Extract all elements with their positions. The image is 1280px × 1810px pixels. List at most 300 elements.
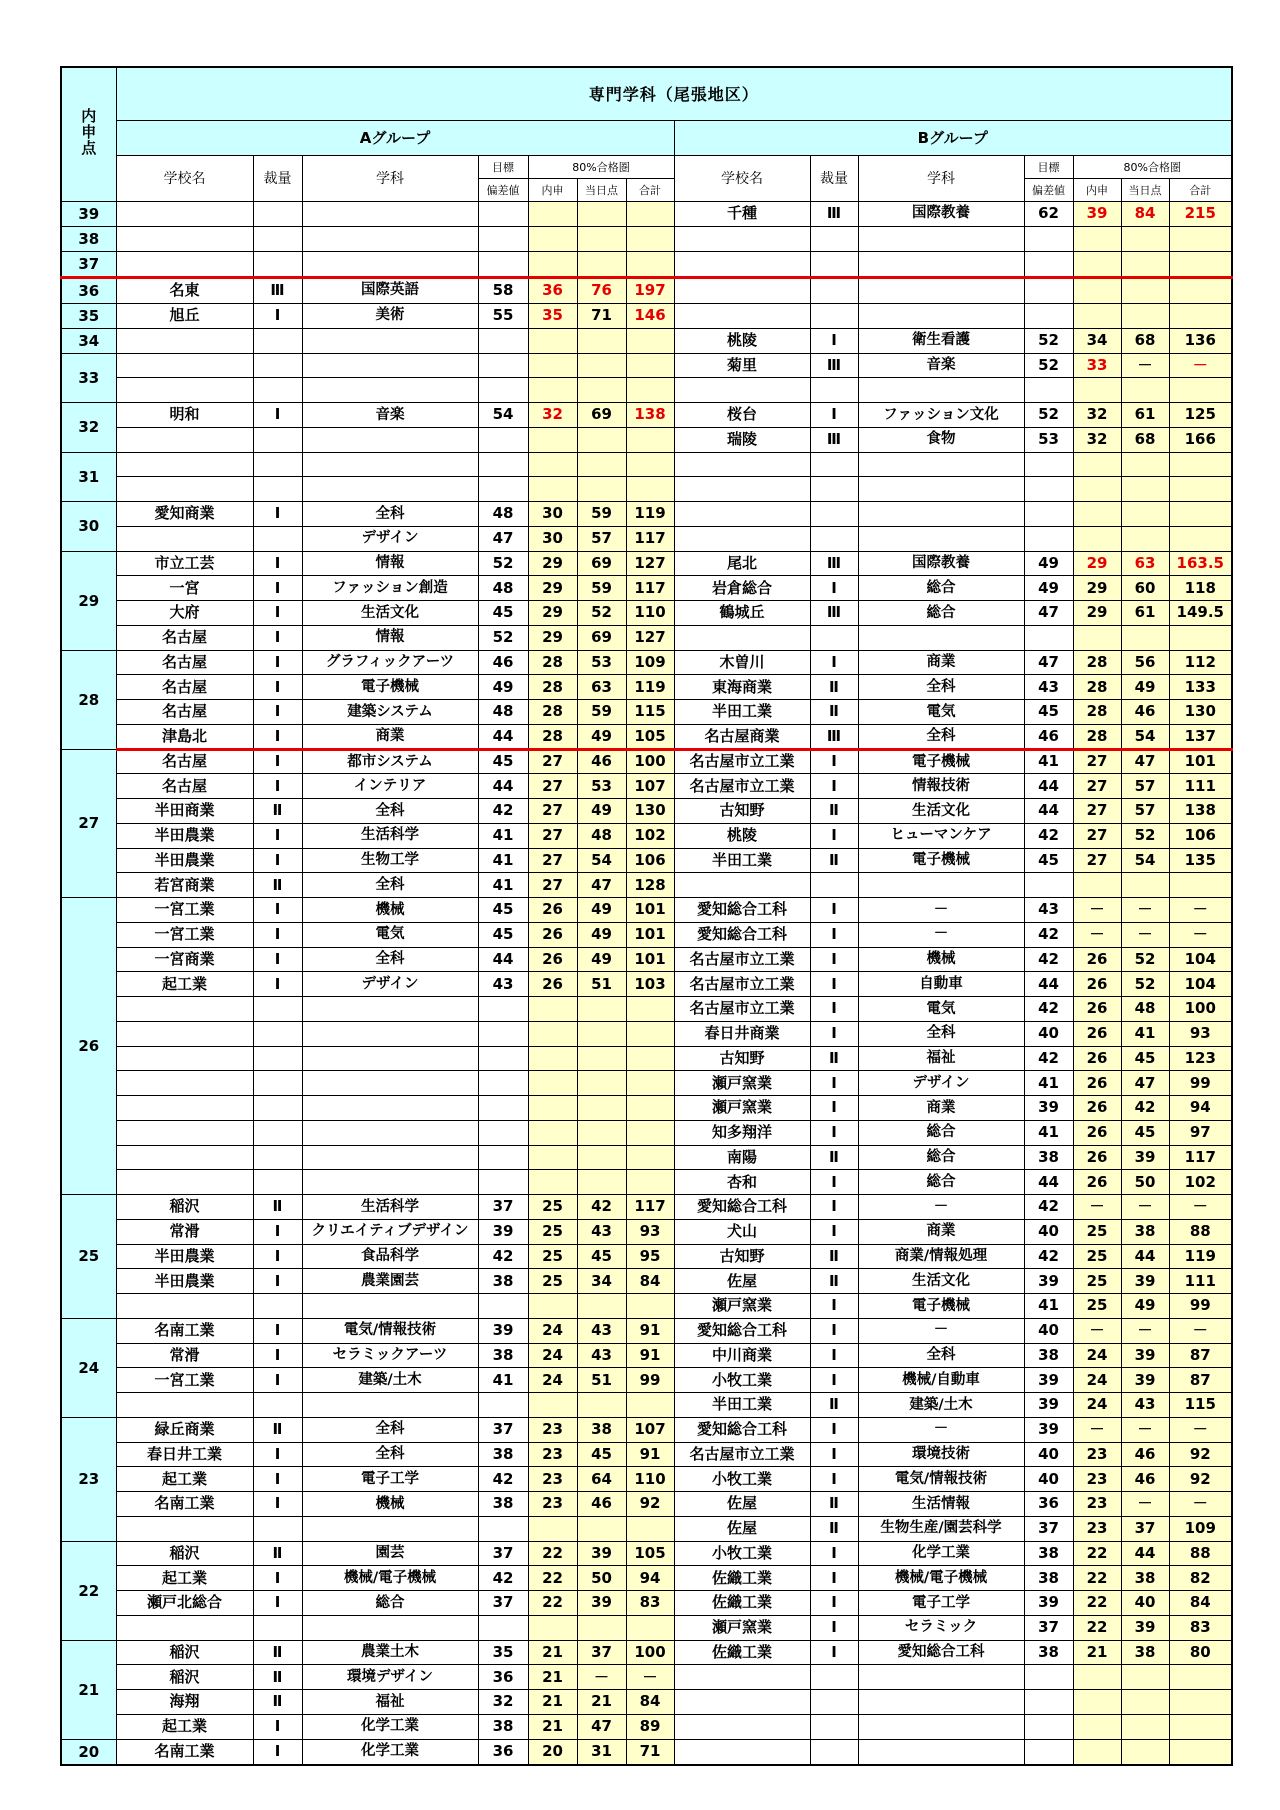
group-b-pass-total: 100 [1169, 997, 1232, 1022]
group-a-pass-test-score: 52 [577, 601, 626, 626]
group-b-pass-total: 104 [1169, 947, 1232, 972]
group-b-discretion: Ⅰ [810, 1368, 858, 1393]
group-b-pass-total: 94 [1169, 1096, 1232, 1121]
group-b-pass-test-score [1121, 1714, 1169, 1739]
group-a-discretion [253, 1021, 302, 1046]
group-b-header: Bグループ [674, 120, 1232, 155]
group-a-pass-test-score: 46 [577, 1492, 626, 1517]
group-b-pass-total: 102 [1169, 1170, 1232, 1195]
group-a-school-name [116, 201, 253, 226]
group-b-pass-total: 118 [1169, 576, 1232, 601]
group-a-pass-test-score [577, 1516, 626, 1541]
group-a-target-deviation: 48 [478, 502, 528, 527]
group-b-discretion: Ⅰ [810, 1417, 858, 1442]
group-b-discretion: Ⅰ [810, 1467, 858, 1492]
group-b-pass-naishin [1073, 502, 1121, 527]
group-a-pass-test-score [577, 201, 626, 226]
group-a-school-name: 稲沢 [116, 1195, 253, 1220]
group-a-course: 農業園芸 [302, 1269, 478, 1294]
group-b-target-deviation: 42 [1024, 922, 1073, 947]
group-b-course-header: 学科 [858, 155, 1024, 201]
group-a-pass-total: 117 [626, 526, 674, 551]
group-a-pass-test-score: 37 [577, 1640, 626, 1665]
group-b-target-deviation [1024, 526, 1073, 551]
group-b-pass-naishin: 26 [1073, 1096, 1121, 1121]
group-b-target-deviation: 38 [1024, 1566, 1073, 1591]
group-a-pass-total: 110 [626, 1467, 674, 1492]
group-b-pass-naishin: 21 [1073, 1640, 1121, 1665]
group-b-discretion: Ⅲ [810, 201, 858, 226]
group-b-pass-naishin: 23 [1073, 1516, 1121, 1541]
group-a-target-header: 目標 [478, 155, 528, 178]
group-b-school-name: 小牧工業 [674, 1467, 810, 1492]
group-b-course: 自動車 [858, 972, 1024, 997]
group-b-course [858, 1714, 1024, 1739]
group-b-school-name: 古知野 [674, 799, 810, 824]
group-a-school-name: 津島北 [116, 724, 253, 749]
group-a-discretion: Ⅰ [253, 1219, 302, 1244]
table-row [61, 1393, 1232, 1418]
group-b-school-name: 愛知総合工科 [674, 1318, 810, 1343]
group-b-school-name: 愛知総合工科 [674, 898, 810, 923]
group-a-course: 総合 [302, 1591, 478, 1616]
group-b-pass-total: 137 [1169, 724, 1232, 749]
group-a-school-name: 瀬戸北総合 [116, 1591, 253, 1616]
group-b-discretion: Ⅲ [810, 724, 858, 749]
group-b-course: セラミック [858, 1615, 1024, 1640]
group-b-pass-test-score: 46 [1121, 1467, 1169, 1492]
group-b-pass-test-score: 45 [1121, 1046, 1169, 1071]
group-b-school-name: 瀬戸窯業 [674, 1294, 810, 1319]
group-b-pass-test-score: 42 [1121, 1096, 1169, 1121]
group-a-pass-total: 146 [626, 303, 674, 328]
group-a-pass-total: 101 [626, 947, 674, 972]
group-b-discretion: Ⅱ [810, 1516, 858, 1541]
group-a-school-name: 一宮工業 [116, 1368, 253, 1393]
group-b-school-name: 木曽川 [674, 650, 810, 675]
group-b-target-deviation: 44 [1024, 1170, 1073, 1195]
group-b-pass-total: － [1169, 1492, 1232, 1517]
naishin-band-label: 34 [61, 328, 116, 353]
group-a-discretion [253, 1120, 302, 1145]
group-a-course [302, 1170, 478, 1195]
group-b-pass-test-score [1121, 1690, 1169, 1715]
group-a-pass-total: 84 [626, 1269, 674, 1294]
group-a-pass-test-score [577, 1145, 626, 1170]
group-b-target-deviation [1024, 226, 1073, 251]
sheet-title: 専門学科（尾張地区） [116, 67, 1232, 120]
group-a-pass-test-score: 49 [577, 922, 626, 947]
group-a-pass-naishin: 26 [528, 972, 577, 997]
group-b-school-header: 学校名 [674, 155, 810, 201]
group-a-school-name [116, 1145, 253, 1170]
group-b-pass-test-score [1121, 502, 1169, 527]
group-a-pass-total: 101 [626, 898, 674, 923]
group-a-target-deviation: 52 [478, 625, 528, 650]
group-a-school-name [116, 997, 253, 1022]
group-a-pass-test-score [577, 1170, 626, 1195]
group-a-school-name: 春日井工業 [116, 1442, 253, 1467]
group-b-pass-total [1169, 1665, 1232, 1690]
group-b-pass-naishin [1073, 452, 1121, 477]
group-a-pass-test-score [577, 1096, 626, 1121]
group-a-target-deviation: 39 [478, 1219, 528, 1244]
group-b-school-name: 南陽 [674, 1145, 810, 1170]
group-a-pass-test-score [577, 1294, 626, 1319]
group-a-pass-total: 99 [626, 1368, 674, 1393]
group-a-pass-naishin [528, 353, 577, 378]
group-b-pass-test-score: － [1121, 1492, 1169, 1517]
group-b-course [858, 251, 1024, 277]
group-a-pass-test-score: 42 [577, 1195, 626, 1220]
group-a-target-deviation: 49 [478, 675, 528, 700]
group-a-course: 環境デザイン [302, 1665, 478, 1690]
group-a-pass-total: 128 [626, 873, 674, 898]
group-a-course: 生物工学 [302, 848, 478, 873]
group-a-school-name: 名古屋 [116, 675, 253, 700]
group-b-school-name: 佐屋 [674, 1269, 810, 1294]
group-a-pass-total: 110 [626, 601, 674, 626]
group-a-discretion: Ⅱ [253, 1195, 302, 1220]
group-a-target-deviation [478, 1021, 528, 1046]
group-b-pass-test-score: 54 [1121, 724, 1169, 749]
naishin-band-label: 27 [61, 749, 116, 898]
group-a-pass-naishin [528, 1096, 577, 1121]
naishin-band-label: 30 [61, 502, 116, 552]
table-row [61, 972, 1232, 997]
group-a-pass-test-score [577, 1021, 626, 1046]
table-row [61, 1492, 1232, 1517]
table-row [61, 724, 1232, 749]
group-b-pass-naishin: 26 [1073, 997, 1121, 1022]
group-b-pass-test-score: 52 [1121, 972, 1169, 997]
group-b-school-name [674, 226, 810, 251]
group-a-pass-total: 83 [626, 1591, 674, 1616]
group-a-pass-naishin: 24 [528, 1343, 577, 1368]
group-a-target-deviation: 52 [478, 551, 528, 576]
group-a-course: 食品科学 [302, 1244, 478, 1269]
naishin-band-label: 22 [61, 1541, 116, 1640]
group-b-pass-naishin: 28 [1073, 650, 1121, 675]
group-a-course: 化学工業 [302, 1739, 478, 1765]
group-a-course [302, 353, 478, 378]
group-b-target-deviation: 44 [1024, 799, 1073, 824]
group-b-discretion [810, 452, 858, 477]
group-b-target-deviation: 41 [1024, 1071, 1073, 1096]
group-b-pass-total: 87 [1169, 1368, 1232, 1393]
group-b-school-name: 名古屋市立工業 [674, 947, 810, 972]
group-a-pass-naishin: 24 [528, 1368, 577, 1393]
group-a-discretion: Ⅰ [253, 1442, 302, 1467]
group-a-pass-test-score [577, 452, 626, 477]
group-a-course [302, 1145, 478, 1170]
group-b-discretion [810, 502, 858, 527]
group-a-pass-test-score [577, 328, 626, 353]
group-a-school-name [116, 1021, 253, 1046]
group-b-target-deviation: 38 [1024, 1145, 1073, 1170]
group-a-discretion: Ⅰ [253, 922, 302, 947]
group-a-discretion: Ⅰ [253, 947, 302, 972]
group-b-target-deviation: 45 [1024, 700, 1073, 725]
group-a-discretion [253, 1071, 302, 1096]
group-b-pass-naishin: 34 [1073, 328, 1121, 353]
group-b-pass-test-score [1121, 378, 1169, 403]
group-b-target-deviation: 39 [1024, 1591, 1073, 1616]
group-b-school-name: 犬山 [674, 1219, 810, 1244]
group-b-discretion: Ⅱ [810, 848, 858, 873]
group-b-discretion: Ⅲ [810, 601, 858, 626]
table-row [61, 1318, 1232, 1343]
table-row [61, 526, 1232, 551]
group-a-target-deviation: 46 [478, 650, 528, 675]
group-b-course [858, 452, 1024, 477]
group-a-course: 生活文化 [302, 601, 478, 626]
group-b-pass-naishin: － [1073, 898, 1121, 923]
group-b-pass-naishin [1073, 873, 1121, 898]
group-a-pass-naishin: 26 [528, 947, 577, 972]
table-row [61, 1046, 1232, 1071]
group-a-pass-test-score: 49 [577, 898, 626, 923]
group-b-course: 情報技術 [858, 774, 1024, 799]
group-b-target-deviation [1024, 1665, 1073, 1690]
table-header [61, 67, 1232, 201]
group-a-school-name: 一宮商業 [116, 947, 253, 972]
group-b-discretion [810, 477, 858, 502]
table-row [61, 1343, 1232, 1368]
group-b-pass-test-score: 48 [1121, 997, 1169, 1022]
group-b-pass-naishin: 28 [1073, 700, 1121, 725]
group-a-pass-naishin [528, 997, 577, 1022]
group-b-pass-test-score [1121, 1665, 1169, 1690]
table-row [61, 675, 1232, 700]
group-b-target-deviation: 52 [1024, 328, 1073, 353]
group-b-pass-naishin: － [1073, 1195, 1121, 1220]
group-a-school-name [116, 353, 253, 378]
group-b-pass-total: 111 [1169, 774, 1232, 799]
group-a-course: 農業土木 [302, 1640, 478, 1665]
group-b-target-deviation: 39 [1024, 1393, 1073, 1418]
table-row [61, 1120, 1232, 1145]
group-b-target-deviation: 40 [1024, 1318, 1073, 1343]
group-a-target-deviation: 42 [478, 799, 528, 824]
group-b-course: 総合 [858, 576, 1024, 601]
group-a-discretion: Ⅰ [253, 774, 302, 799]
table-row [61, 898, 1232, 923]
group-b-pass-total: 215 [1169, 201, 1232, 226]
group-a-school-name [116, 1046, 253, 1071]
group-a-pass-test-score: 21 [577, 1690, 626, 1715]
group-b-course: 国際教養 [858, 551, 1024, 576]
group-a-discretion: Ⅰ [253, 1467, 302, 1492]
group-b-target-deviation: 42 [1024, 947, 1073, 972]
group-b-target-deviation [1024, 477, 1073, 502]
group-b-discretion [810, 1714, 858, 1739]
table-body [61, 201, 1232, 1765]
group-a-pass-naishin: 36 [528, 277, 577, 303]
group-a-pass-test-score: 39 [577, 1591, 626, 1616]
group-a-pass-total [626, 1120, 674, 1145]
group-a-pass-total: 92 [626, 1492, 674, 1517]
group-a-target-deviation [478, 1046, 528, 1071]
group-b-course: 生活文化 [858, 799, 1024, 824]
group-b-pass-test-score: 57 [1121, 799, 1169, 824]
group-a-pass-naishin: 29 [528, 625, 577, 650]
group-b-school-name: 佐織工業 [674, 1640, 810, 1665]
group-a-target-deviation: 41 [478, 848, 528, 873]
group-b-pass-test-score: 47 [1121, 1071, 1169, 1096]
table-row [61, 328, 1232, 353]
group-b-target-deviation [1024, 1690, 1073, 1715]
table-row [61, 378, 1232, 403]
group-a-target-deviation: 42 [478, 1566, 528, 1591]
group-b-school-name: 杏和 [674, 1170, 810, 1195]
group-b-school-name: 小牧工業 [674, 1541, 810, 1566]
naishin-band-label: 35 [61, 303, 116, 328]
group-a-school-name: 半田農業 [116, 1269, 253, 1294]
group-a-discretion: Ⅰ [253, 1591, 302, 1616]
group-b-pass-naishin [1073, 625, 1121, 650]
table-row [61, 997, 1232, 1022]
group-a-pass-total: 106 [626, 848, 674, 873]
group-b-pass-naishin: 39 [1073, 201, 1121, 226]
group-a-school-name [116, 452, 253, 477]
naishin-band-label: 31 [61, 452, 116, 502]
group-a-discretion: Ⅰ [253, 700, 302, 725]
group-b-pass-zone-header: 80%合格圏 [1073, 155, 1232, 178]
group-a-target-deviation [478, 477, 528, 502]
group-a-pass-naishin: 27 [528, 823, 577, 848]
group-b-pass-total: － [1169, 1195, 1232, 1220]
group-b-discretion [810, 378, 858, 403]
group-a-pass-total [626, 452, 674, 477]
group-b-target-deviation: 39 [1024, 1269, 1073, 1294]
group-b-pass-total: 88 [1169, 1219, 1232, 1244]
group-b-course [858, 303, 1024, 328]
group-b-pass-naishin [1073, 1714, 1121, 1739]
group-a-discretion: Ⅰ [253, 749, 302, 774]
group-a-school-name: 常滑 [116, 1343, 253, 1368]
table-row [61, 251, 1232, 277]
group-a-discretion: Ⅰ [253, 1566, 302, 1591]
group-a-pass-test-score: 71 [577, 303, 626, 328]
group-b-pass-naishin: 26 [1073, 1021, 1121, 1046]
group-a-target-deviation: 41 [478, 873, 528, 898]
group-b-pass-total: － [1169, 1417, 1232, 1442]
group-a-pass-naishin: 25 [528, 1219, 577, 1244]
group-a-course [302, 1096, 478, 1121]
group-a-pass-total: 101 [626, 922, 674, 947]
group-b-course [858, 1739, 1024, 1765]
group-b-pass-total: 80 [1169, 1640, 1232, 1665]
group-b-pass-total: 83 [1169, 1615, 1232, 1640]
group-b-discretion: Ⅱ [810, 675, 858, 700]
group-b-pass-total [1169, 303, 1232, 328]
group-a-discretion [253, 353, 302, 378]
group-b-pass-total [1169, 378, 1232, 403]
table-row [61, 1219, 1232, 1244]
table-row [61, 1417, 1232, 1442]
group-a-course [302, 997, 478, 1022]
group-a-school-name [116, 226, 253, 251]
group-a-pass-test-score: 53 [577, 774, 626, 799]
group-a-course [302, 201, 478, 226]
group-a-pass-naishin: 21 [528, 1690, 577, 1715]
group-a-course: 建築/土木 [302, 1368, 478, 1393]
group-a-discretion: Ⅰ [253, 724, 302, 749]
group-a-pass-test-score [577, 1071, 626, 1096]
group-a-school-name: 名東 [116, 277, 253, 303]
group-a-discretion: Ⅰ [253, 972, 302, 997]
group-a-pass-naishin [528, 226, 577, 251]
group-a-pass-test-score [577, 1615, 626, 1640]
group-a-pass-naishin [528, 1046, 577, 1071]
group-b-pass-naishin: 26 [1073, 1145, 1121, 1170]
title-row [61, 67, 1232, 120]
group-b-pass-naishin: 27 [1073, 774, 1121, 799]
group-a-course: 全科 [302, 1442, 478, 1467]
group-a-target-deviation [478, 1071, 528, 1096]
group-b-pass-total: － [1169, 898, 1232, 923]
group-b-pass-test-score: 68 [1121, 328, 1169, 353]
group-a-discretion [253, 997, 302, 1022]
group-a-pass-naishin: 35 [528, 303, 577, 328]
table-row [61, 1566, 1232, 1591]
group-a-pass-total [626, 226, 674, 251]
group-a-pass-test-score: 47 [577, 873, 626, 898]
group-b-target-deviation [1024, 1739, 1073, 1765]
group-b-target-deviation: 41 [1024, 1120, 1073, 1145]
group-a-course: ファッション創造 [302, 576, 478, 601]
group-a-pass-test-score: 38 [577, 1417, 626, 1442]
group-b-pass-test-score: 56 [1121, 650, 1169, 675]
group-b-test-header: 当日点 [1121, 178, 1169, 201]
group-a-pass-naishin: 24 [528, 1318, 577, 1343]
group-a-course: 生活科学 [302, 1195, 478, 1220]
group-a-pass-total [626, 1170, 674, 1195]
naishin-band-label: 23 [61, 1417, 116, 1541]
group-b-pass-test-score: － [1121, 922, 1169, 947]
group-b-course: 愛知総合工科 [858, 1640, 1024, 1665]
group-a-pass-test-score: 47 [577, 1714, 626, 1739]
group-b-discretion: Ⅰ [810, 997, 858, 1022]
naishin-band-label: 32 [61, 403, 116, 453]
group-a-course: 全科 [302, 947, 478, 972]
group-b-discretion: Ⅰ [810, 1294, 858, 1319]
group-a-target-deviation: 38 [478, 1269, 528, 1294]
group-a-course: 園芸 [302, 1541, 478, 1566]
group-a-pass-naishin: 26 [528, 898, 577, 923]
group-a-discretion [253, 226, 302, 251]
group-b-course: 電子機械 [858, 749, 1024, 774]
naishin-band-label: 20 [61, 1739, 116, 1765]
group-b-pass-naishin: － [1073, 1417, 1121, 1442]
naishin-band-label: 38 [61, 226, 116, 251]
group-a-pass-naishin: 20 [528, 1739, 577, 1765]
group-b-school-name: 佐屋 [674, 1492, 810, 1517]
group-b-target-deviation: 39 [1024, 1368, 1073, 1393]
group-b-pass-total [1169, 625, 1232, 650]
naishin-header-label: 内申点 [79, 108, 98, 157]
group-a-pass-test-score [577, 1393, 626, 1418]
group-a-discretion [253, 1145, 302, 1170]
group-b-school-name: 尾北 [674, 551, 810, 576]
group-a-school-name: 愛知商業 [116, 502, 253, 527]
group-a-pass-zone-header: 80%合格圏 [528, 155, 674, 178]
group-a-target-deviation [478, 1393, 528, 1418]
table-row [61, 1195, 1232, 1220]
group-b-pass-total: 123 [1169, 1046, 1232, 1071]
group-a-course: 機械/電子機械 [302, 1566, 478, 1591]
